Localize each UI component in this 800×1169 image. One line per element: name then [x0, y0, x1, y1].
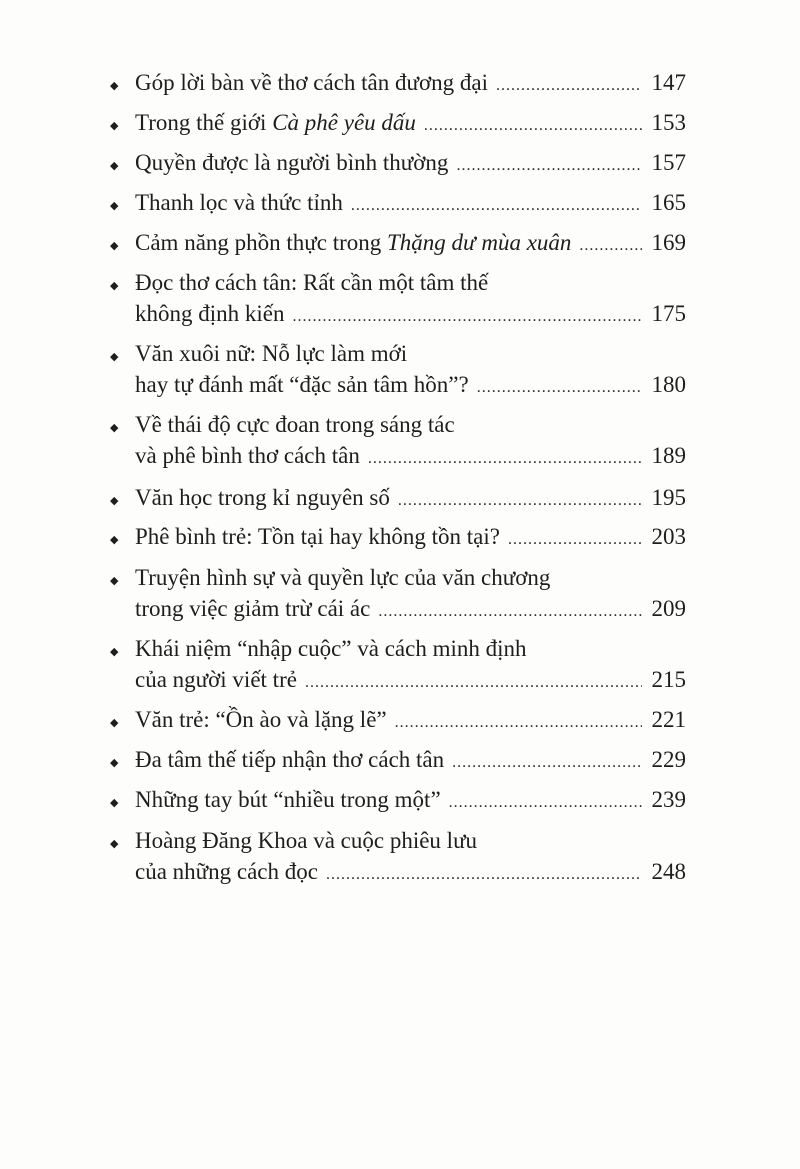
- toc-page-number: 175: [651, 301, 686, 326]
- dot-leader: [395, 706, 642, 740]
- diamond-bullet-icon: ◆: [110, 838, 119, 850]
- diamond-bullet-icon: ◆: [110, 646, 119, 658]
- dot-leader: [477, 371, 642, 405]
- toc-entry-title-continued: trong việc giảm trừ cái ác: [135, 596, 371, 621]
- dot-leader: [305, 666, 642, 700]
- toc-page-number: 165: [651, 190, 686, 215]
- toc-entry-title-continued: hay tự đánh mất “đặc sản tâm hồn”?: [135, 372, 469, 397]
- toc-page-number: 239: [651, 787, 686, 812]
- diamond-bullet-icon: ◆: [110, 200, 119, 212]
- italic-title: Thặng dư mùa xuân: [387, 230, 572, 255]
- diamond-bullet-icon: ◆: [110, 351, 119, 363]
- diamond-bullet-icon: ◆: [110, 575, 119, 587]
- toc-entry-title: Góp lời bàn về thơ cách tân đương đại: [135, 70, 488, 95]
- diamond-bullet-icon: ◆: [110, 120, 119, 132]
- toc-entry-title: Quyền được là người bình thường: [135, 150, 449, 175]
- dot-leader: [424, 109, 642, 143]
- dot-leader: [496, 69, 642, 103]
- toc-entry-title-continued: của những cách đọc: [135, 859, 318, 884]
- dot-leader: [452, 746, 642, 780]
- toc-entry-title-continued: và phê bình thơ cách tân: [135, 443, 360, 468]
- toc-page-number: 189: [651, 443, 686, 468]
- toc-page-number: 229: [651, 747, 686, 772]
- toc-page-number: 215: [651, 667, 686, 692]
- toc-page-number: 221: [651, 707, 686, 732]
- dot-leader: [326, 858, 642, 892]
- toc-entry-title: Văn học trong kỉ nguyên số: [135, 485, 390, 510]
- toc-entry-title: Văn xuôi nữ: Nỗ lực làm mới: [135, 341, 408, 366]
- dot-leader: [293, 300, 643, 334]
- diamond-bullet-icon: ◆: [110, 717, 119, 729]
- toc-entry-title: Cảm năng phồn thực trong Thặng dư mùa xuân: [135, 230, 572, 255]
- toc-entry-title-continued: không định kiến: [135, 301, 285, 326]
- toc-entry-title-continued: của người viết trẻ: [135, 667, 297, 692]
- toc-entry-title: Về thái độ cực đoan trong sáng tác: [135, 412, 455, 437]
- dot-leader: [368, 442, 642, 476]
- toc-page-number: 180: [651, 372, 686, 397]
- toc-page-number: 153: [651, 110, 686, 135]
- diamond-bullet-icon: ◆: [110, 80, 119, 92]
- dot-leader: [378, 595, 642, 629]
- toc-entry-title: Phê bình trẻ: Tồn tại hay không tồn tại?: [135, 524, 500, 549]
- toc-page-number: 209: [651, 596, 686, 621]
- diamond-bullet-icon: ◆: [110, 797, 119, 809]
- toc-page-number: 147: [651, 70, 686, 95]
- toc-page-number: 169: [651, 230, 686, 255]
- toc-entry-title: Truyện hình sự và quyền lực của văn chương: [135, 565, 551, 590]
- toc-page-number: 248: [651, 859, 686, 884]
- toc-page-number: 203: [651, 524, 686, 549]
- diamond-bullet-icon: ◆: [110, 757, 119, 769]
- toc-page-number: 157: [651, 150, 686, 175]
- toc-page-number: 195: [651, 485, 686, 510]
- diamond-bullet-icon: ◆: [110, 495, 119, 507]
- diamond-bullet-icon: ◆: [110, 280, 119, 292]
- dot-leader: [579, 229, 642, 263]
- toc-entry-title: Văn trẻ: “Ồn ào và lặng lẽ”: [135, 707, 387, 732]
- toc-entry-title: Trong thế giới Cà phê yêu dấu: [135, 110, 416, 135]
- dot-leader: [351, 189, 642, 223]
- diamond-bullet-icon: ◆: [110, 422, 119, 434]
- toc-entry-title: Những tay bút “nhiều trong một”: [135, 787, 441, 812]
- diamond-bullet-icon: ◆: [110, 160, 119, 172]
- toc-entry-title: Khái niệm “nhập cuộc” và cách minh định: [135, 636, 527, 661]
- dot-leader: [456, 149, 642, 183]
- toc-entry-title: Đa tâm thế tiếp nhận thơ cách tân: [135, 747, 445, 772]
- diamond-bullet-icon: ◆: [110, 534, 119, 546]
- toc-entry-title: Thanh lọc và thức tỉnh: [135, 190, 343, 215]
- diamond-bullet-icon: ◆: [110, 240, 119, 252]
- toc-entry-title: Hoàng Đăng Khoa và cuộc phiêu lưu: [135, 828, 478, 853]
- italic-title: Cà phê yêu dấu: [272, 110, 416, 135]
- dot-leader: [449, 786, 642, 820]
- dot-leader: [508, 523, 642, 557]
- dot-leader: [398, 484, 642, 518]
- toc-entry-title: Đọc thơ cách tân: Rất cần một tâm thế: [135, 270, 489, 295]
